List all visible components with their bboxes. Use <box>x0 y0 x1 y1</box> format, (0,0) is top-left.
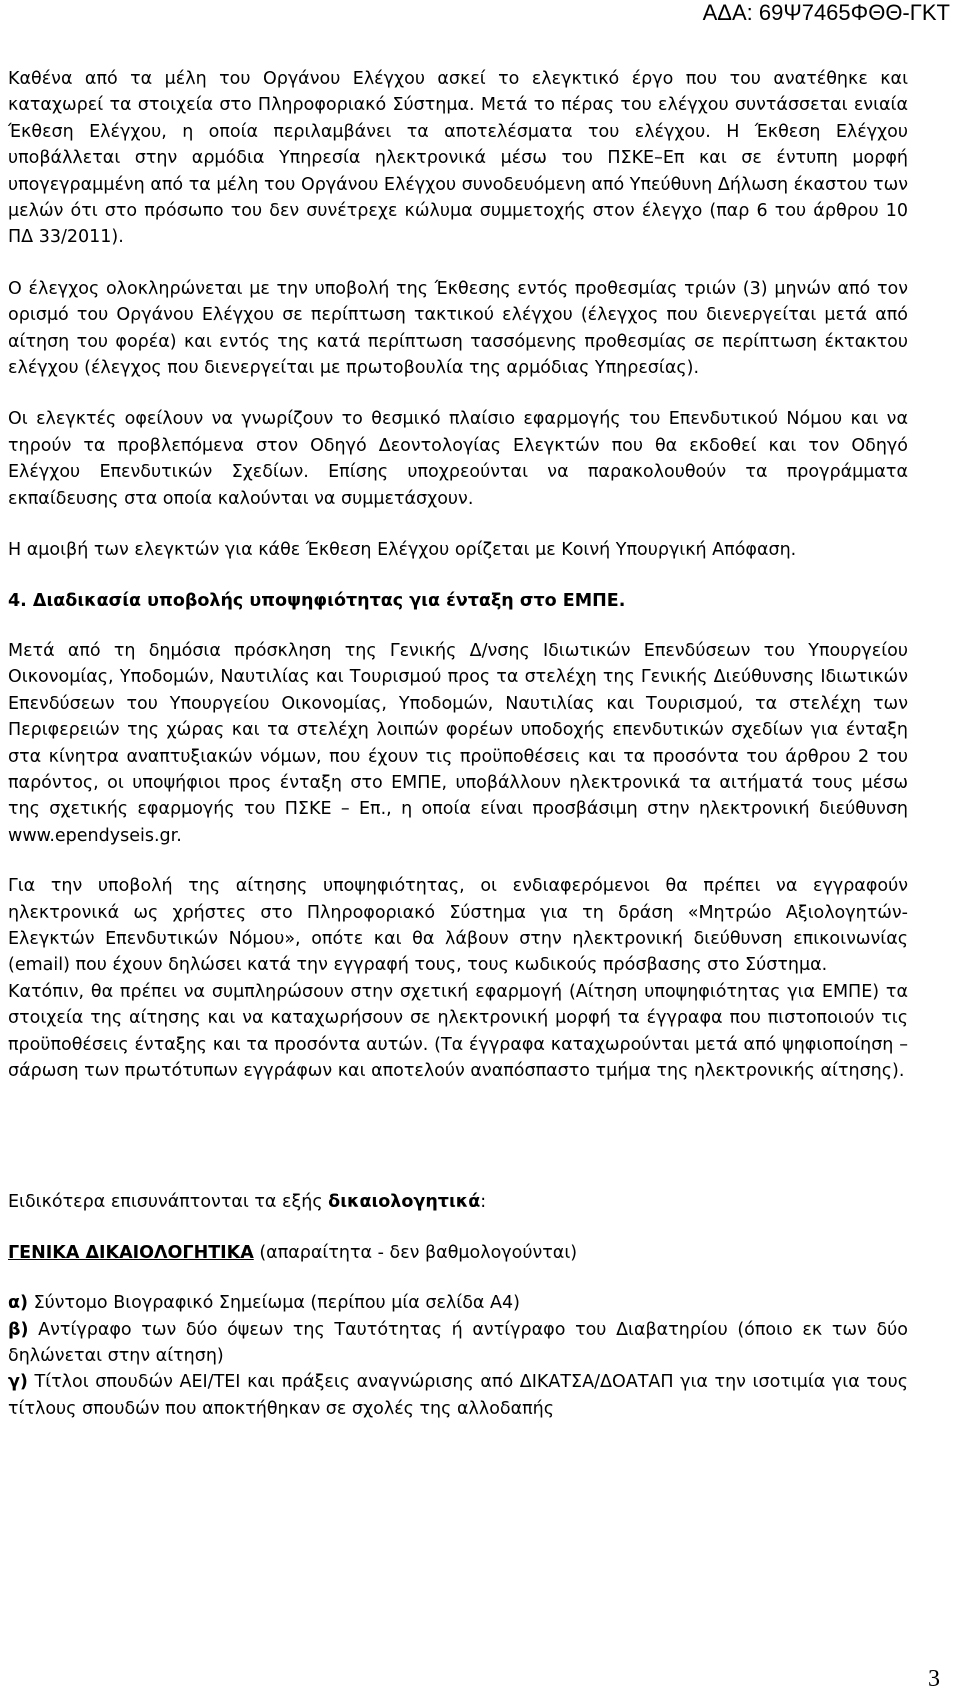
page-number: 3 <box>928 1666 940 1692</box>
paragraph-application-form: Κατόπιν, θα πρέπει να συμπληρώσουν στην σχετική εφαρμογή (Αίτηση υποψηφιότητας για ΕΜΠΕ) τα στοιχεία της αίτησης και να καταχωρήσουν σε ηλεκτρονική μορφή τα έγγραφα που πιστοποιούν τις προϋποθέσεις ένταξης και τα προσόντα αυτών. (Τα έγγραφα καταχωρούνται μετά από ψηφιοποίηση – σάρωση των πρωτότυπων εγγράφων και αποτελούν αναπόσπαστο τμήμα της ηλεκτρονικής αίτησης). <box>8 981 908 1081</box>
paragraph-auditor-fee: Η αμοιβή των ελεγκτών για κάθε Έκθεση Ελέγχου ορίζεται με Κοινή Υπουργική Απόφαση. <box>8 540 797 561</box>
list-item <box>8 1317 908 1370</box>
document-list <box>8 1290 908 1422</box>
supporting-docs-suffix: : <box>480 1192 487 1213</box>
paragraph-invitation: Μετά από τη δημόσια πρόσκληση της Γενικής Δ/νσης Ιδιωτικών Επενδύσεων του Υπουργείου Οικονομίας, Υποδομών, Ναυτιλίας και Τουρισμού προς τα στελέχη της Γενικής Διεύθυνσης Ιδιωτικών Επενδύσεων του Υπουργείου Οικονομίας, Υποδομών, Ναυτιλίας και Τουρισμού, τα στελέχη των Περιφερειών της χώρας και τα στελέχη λοιπών φορέων υποδοχής επενδυτικών σχεδίων για ένταξη στα κίνητρα αναπτυξιακών νόμων, που έχουν τις προϋποθέσεις και τα προσόντα του άρθρου 2 του παρόντος, οι υποψήφιοι προς ένταξη στο ΕΜΠΕ, υποβάλλουν ηλεκτρονικά τα αιτήματά τους μέσω της σχετικής εφαρμογής του ΠΣΚΕ – Επ., η οποία είναι προσβάσιμη στην ηλεκτρονική διεύθυνση www.ependyseis.gr. <box>8 640 908 846</box>
list-item-label: β) <box>8 1319 29 1340</box>
list-item-label: α) <box>8 1293 29 1314</box>
general-documents-heading: ΓΕΝΙΚΑ ΔΙΚΑΙΟΛΟΓΗΤΙΚΑ <box>8 1242 254 1263</box>
list-item <box>8 1290 908 1316</box>
list-item-text: Αντίγραφο των δύο όψεων της Ταυτότητας ή αντίγραφο του Διαβατηρίου (όποιο εκ των δύο δηλώνεται στην αίτηση) <box>8 1319 908 1367</box>
paragraph-supporting-documents <box>8 1189 908 1215</box>
supporting-docs-prefix: Ειδικότερα επισυνάπτονται τα εξής <box>8 1192 329 1213</box>
section-heading: 4. Διαδικασία υποβολής υποψηφιότητας για ένταξη στο ΕΜΠΕ. <box>8 590 626 611</box>
paragraph-audit-completion: Ο έλεγχος ολοκληρώνεται με την υποβολή της Έκθεσης εντός προθεσμίας τριών (3) μηνών από τον ορισμό του Οργάνου Ελέγχου σε περίπτωση τακτικού ελέγχου (έλεγχος που διενεργείται μετά από αίτηση του φορέα) και εντός της κατά περίπτωση τασσόμενης προθεσμίας σε περίπτωση έκτακτου ελέγχου (έλεγχος που διενεργείται με πρωτοβουλία της αρμόδιας Υπηρεσίας). <box>8 278 908 379</box>
ada-code: ΑΔΑ: 69Ψ7465ΦΘΘ-ΓΚΤ <box>702 0 950 25</box>
supporting-docs-keyword: δικαιολογητικά <box>328 1192 481 1213</box>
list-item-label: γ) <box>8 1372 28 1393</box>
document-body <box>8 66 908 1422</box>
list-item-text: Τίτλοι σπουδών ΑΕΙ/ΤΕΙ και πράξεις αναγνώρισης από ΔΙΚΑΤΣΑ/ΔΟΑΤΑΠ για την ισοτιμία για τους τίτλους σπουδών που αποκτήθηκαν σε σχολές της αλλοδαπής <box>8 1372 908 1419</box>
general-documents-title <box>8 1240 908 1266</box>
paragraph-auditor-obligations: Οι ελεγκτές οφείλουν να γνωρίζουν το θεσμικό πλαίσιο εφαρμογής του Επενδυτικού Νόμου και να τηρούν τα προβλεπόμενα στον Οδηγό Δεοντολογίας Ελεγκτών που θα εκδοθεί και τον Οδηγό Ελέγχου Επενδυτικών Σχεδίων. Επίσης υποχρεούνται να παρακολουθούν τα προγράμματα εκπαίδευσης στα οποία καλούνται να συμμετάσχουν. <box>8 409 908 509</box>
list-item <box>8 1369 908 1422</box>
list-item-text: Σύντομο Βιογραφικό Σημείωμα (περίπου μία σελίδα Α4) <box>28 1293 520 1314</box>
paragraph-registration: Για την υποβολή της αίτησης υποψηφιότητας, οι ενδιαφερόμενοι θα πρέπει να εγγραφούν ηλεκτρονικά ως χρήστες στο Πληροφοριακό Σύστημα για τη δράση «Μητρώο Αξιολογητών- Ελεγκτών Επενδυτικών Νόμου», οπότε και θα λάβουν στην ηλεκτρονική διεύθυνση επικοινωνίας (email) που έχουν δηλώσει κατά την εγγραφή τους, τους κωδικούς πρόσβασης στο Σύστημα. <box>8 876 908 976</box>
general-documents-note: (απαραίτητα - δεν βαθμολογούνται) <box>253 1242 578 1263</box>
paragraph-audit-report: Καθένα από τα μέλη του Οργάνου Ελέγχου ασκεί το ελεγκτικό έργο που του ανατέθηκε και καταχωρεί τα στοιχεία στο Πληροφοριακό Σύστημα. Μετά το πέρας του ελέγχου συντάσσεται ενιαία Έκθεση Ελέγχου, η οποία περιλαμβάνει τα αποτελέσματα του ελέγχου. Η Έκθεση Ελέγχου υποβάλλεται στην αρμόδια Υπηρεσία ηλεκτρονικά μέσω του ΠΣΚΕ–Επ και σε έντυπη μορφή υπογεγραμμένη από τα μέλη του Οργάνου Ελέγχου συνοδευόμενη από Υπεύθυνη Δήλωση έκαστου των μελών ότι στο πρόσωπο του δεν συνέτρεχε κώλυμα συμμετοχής στον έλεγχο (παρ 6 του άρθρου 10 ΠΔ 33/2011). <box>8 69 908 248</box>
